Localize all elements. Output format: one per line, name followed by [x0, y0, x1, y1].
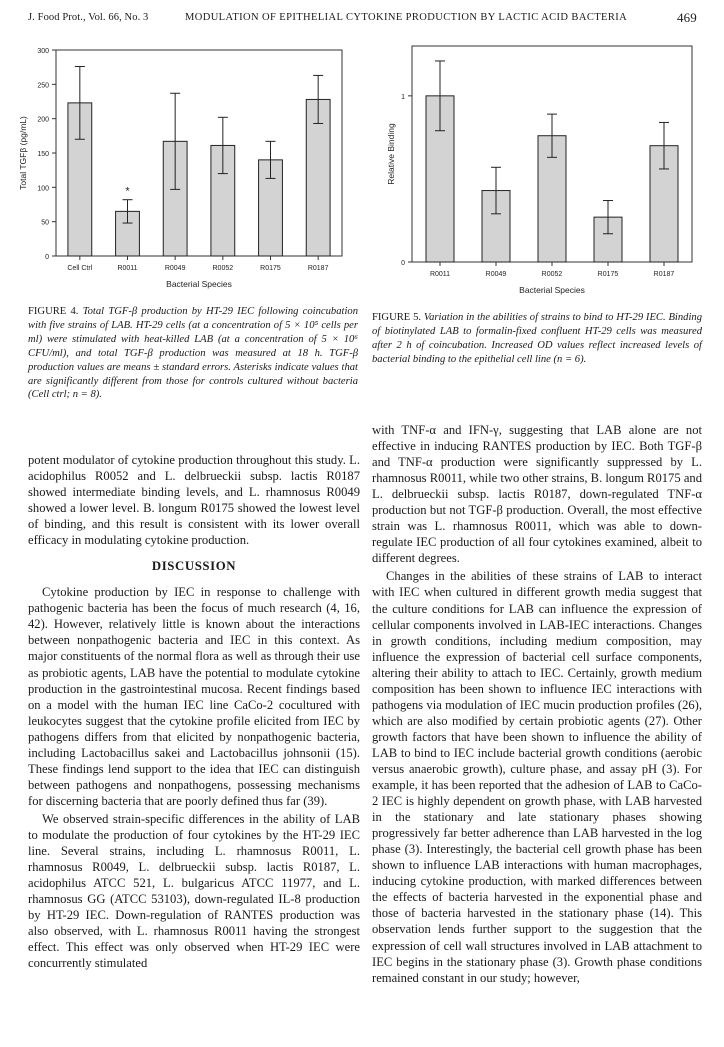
left-column — [28, 452, 360, 973]
x-tick-label: R0049 — [164, 265, 186, 272]
y-tick-label: 1 — [401, 93, 405, 101]
right-column — [372, 422, 702, 988]
y-tick-label: 100 — [37, 185, 49, 193]
x-tick-label: R0052 — [212, 265, 234, 272]
y-tick-label: 50 — [41, 219, 49, 227]
figure-4-caption — [28, 305, 358, 402]
y-tick-label: 0 — [45, 254, 49, 261]
x-tick-label: R0175 — [260, 265, 281, 272]
x-tick-label: R0175 — [597, 271, 619, 278]
running-header — [0, 10, 724, 30]
left-paragraph-2: Cytokine production by IEC in response to challenge with pathogenic bacteria has been the focus of much research (4, 16, 42). However, relatively little is known about the interactions between nonpathogenic bacteria and IEC in this context. As major constituents of the normal flora as well as through their use as probiotic agents, LAB have the potential to modulate cytokine production in the gastrointestinal mucosa. Recent findings based on a model with the human IEC line CaCo-2 cocultured with leukocytes suggest that the cytokine profile elicited from IEC by pathogens differs from that elicited by nonpathogenic bacteria, including Lactobacillus sakei and Lactobacillus johnsonii (15). These findings lend support to the idea that IEC can distinguish between pathogens and nonpathogens, possessing mechanisms for discerning bacteria that are poorly defined thus far (39). — [28, 585, 360, 808]
x-tick-label: R0011 — [429, 271, 451, 278]
right-paragraph-2: Changes in the abilities of these strains of LAB to interact with IEC when cultured in different growth media suggest that the culture conditions for LAB can influence the expression of cellular components involved in LAB-IEC interactions. Changes in growth conditions, including medium composition, may influence the expression of bacterial cell surface components, altering their ability to attach to IEC. Certainly, growth medium composition has been shown to influence IEC interactions with pathogens via modulation of IEC mucin production profiles (26), which are also modified by certain probiotic agents (27). Other growth factors that have been shown to influence the ability of LAB to bind to IEC include bacterial growth conditions (aerobic versus anaerobic growth), culture phase, and assay pH (3). For example, it has been reported that the adhesion of LAB to CaCo-2 IEC is highly dependent on growth phase, with LAB harvested in the stationary and late stationary phases showing progressively far better adherence than LAB harvested in the log phase (3). Interestingly, the bacterial cell growth phase has been shown to influence LAB interactions with human macrophages, inducing cytokine production, with marked differences between the effects of bacteria harvested in the exponential phase and those of bacteria harvested in the stationary phase (14). This observation lends further support to the suggestion that the expression of cell wall structures involved in LAB attachment to IEC begins in the stationary phase (3). Growth phase conditions remained constant in our study; however, — [372, 569, 702, 985]
right-paragraph-1: with TNF-α and IFN-γ, suggesting that LAB alone are not effective in inducing RANTES production by IEC. Both TGF-β and TNF-α production were significantly suppressed by L. rhamnosus R0011, while two other strains, B. longum R0175 and L. delbrueckii subsp. lactis R0187, down-regulated TNF-α production but not TGF-β production. Overall, the most effective strain was L. rhamnosus R0011, which was able to down-regulate IEC production of all four cytokines examined, albeit to different degrees. — [372, 423, 702, 566]
x-axis-label: Bacterial Species — [166, 279, 232, 289]
figure-5-caption — [372, 311, 702, 367]
left-paragraph-1: potent modulator of cytokine production throughout this study. L. acidophilus R0052 and L. delbrueckii subsp. lactis R0187 showed intermediate binding levels, and L. rhamnosus R0049 showed a lower level. B. longum R0175 showed the lowest level of binding, and this result is consistent with its lower overall efficacy in modulating cytokine production. — [28, 453, 360, 548]
x-tick-label: Cell Ctrl — [67, 265, 93, 272]
figure-5-chart — [376, 40, 706, 302]
y-tick-label: 300 — [37, 48, 49, 55]
page-number: 469 — [677, 10, 697, 25]
y-tick-label: 0 — [401, 260, 405, 267]
y-axis-label: Relative Binding — [386, 123, 396, 185]
plot-frame — [56, 50, 342, 256]
x-tick-label: R0052 — [541, 271, 563, 278]
x-axis-label: Bacterial Species — [519, 285, 585, 295]
journal-citation: J. Food Prot., Vol. 66, No. 3 — [28, 12, 149, 23]
running-title: MODULATION OF EPITHELIAL CYTOKINE PRODUCTION BY LACTIC ACID BACTERIA — [185, 12, 628, 23]
y-tick-label: 150 — [37, 151, 49, 158]
figure-4-label: FIGURE 4. — [28, 306, 79, 317]
figure-5-label: FIGURE 5. — [372, 312, 422, 323]
y-tick-label: 250 — [37, 82, 49, 90]
x-tick-label: R0187 — [307, 265, 329, 272]
y-tick-label: 200 — [37, 116, 49, 124]
figure-4-chart — [14, 40, 354, 296]
figure-4-caption-text: Total TGF-β production by HT-29 IEC following coincubation with five strains of LAB. HT-29 cells (at a concentration of 5 × 10⁵ cells per ml) were stimulated with heat-killed LAB (at a concentration of 5 × 10⁶ CFU/ml), and total TGF-β production was measured at 18 h. TGF-β production values are means ± standard errors. Asterisks indicate values that are significantly different from those for controls cultured without bacteria (Cell ctrl; n = 8). — [28, 306, 358, 401]
x-tick-label: R0187 — [653, 271, 675, 278]
significance-marker: * — [125, 185, 130, 198]
discussion-heading: DISCUSSION — [151, 559, 237, 574]
figure-5-caption-text: Variation in the abilities of strains to bind to HT-29 IEC. Binding of biotinylated LAB to formalin-fixed confluent HT-29 cells was measured after 2 h of coincubation. Increased OD values reflect increased levels of bacterial binding to the epithelial cell line (n = 6). — [372, 312, 702, 365]
x-tick-label: R0049 — [485, 271, 507, 278]
x-tick-label: R0011 — [117, 265, 138, 272]
left-paragraph-3: We observed strain-specific differences in the ability of LAB to modulate the production of four cytokines by the HT-29 IEC line. Several strains, including L. rhamnosus R0011, L. rhamnosus R0049, L. delbrueckii subsp. lactis R0187, L. acidophilus ATCC 521, L. bulgaricus ATCC 11977, and L. rhamnosus GG (ATCC 53103), down-regulated IL-8 production by HT-29 IEC. Down-regulation of RANTES production was also observed, with L. rhamnosus R0011 having the strongest effect. This effect was only observed when HT-29 IEC were concurrently stimulated — [28, 811, 360, 971]
y-axis-label: Total TGFβ (pg/mL) — [18, 116, 28, 190]
